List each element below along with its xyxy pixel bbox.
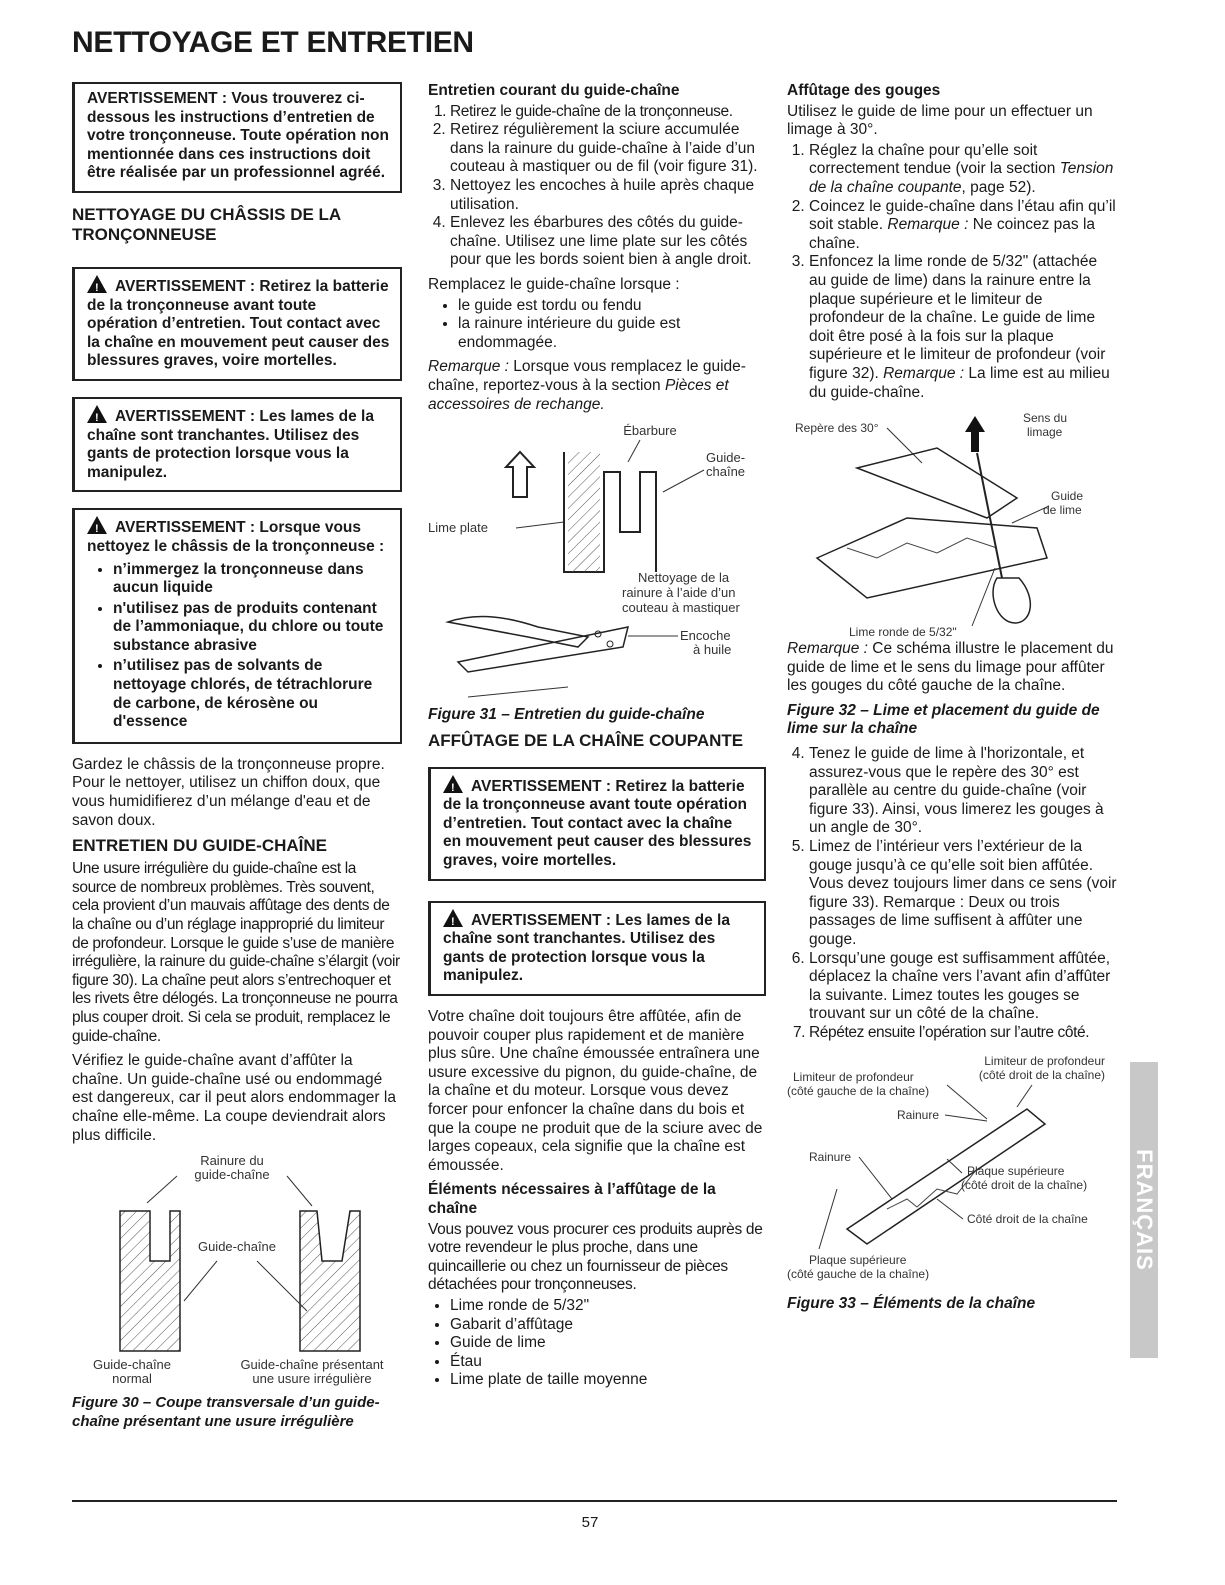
chain-shape (817, 518, 1047, 598)
subsection-heading: Éléments nécessaires à l’affûtage de la chaîne (428, 1181, 716, 1217)
footer-divider (72, 1500, 1117, 1502)
list-item: 5. Limez de l’intérieur vers l’extérieur de la gouge jusqu’à ce qu’elle soit bien affûtée. Vous devez toujours limer dans ce sens (voir figure 33). Remarque : Deux ou trois passages de lime suffisent à affûter une gouge. (809, 838, 1117, 950)
list-item: • Guide de lime (450, 1334, 766, 1353)
fig30-label-rainure: Rainure du (200, 1153, 264, 1169)
figure-caption: Figure 30 – Coupe transversale d’un guide-chaîne présentant une usure irrégulière (72, 1394, 380, 1430)
fig32-label-lime: Lime ronde de 5/32" (849, 625, 957, 640)
list-item: • le guide est tordu ou fendu (458, 297, 766, 316)
warning-box (72, 508, 402, 744)
fig31-label-guide: Guide- (706, 450, 746, 466)
section-heading: AFFÛTAGE DE LA CHAÎNE COUPANTE (428, 730, 744, 750)
fig30-label-rainure: guide-chaîne (194, 1167, 270, 1183)
list-item: 7. Répétez ensuite l’opération sur l’autre côté. (809, 1024, 1117, 1043)
remarque-label: Remarque : (787, 640, 868, 658)
step-text: Ne coincez pas la chaîne. (809, 216, 1096, 252)
fig32-label-repere: Repère des 30° (795, 421, 879, 436)
steps-list (787, 745, 1117, 1043)
steps-list (428, 103, 766, 270)
column-2 (428, 82, 766, 1396)
fig31-label-guide: chaîne (706, 464, 746, 480)
step-text: Réglez la chaîne pour qu’elle soit correctement tendue (voir la section (809, 141, 1060, 178)
replace-list (428, 297, 766, 353)
warning-box (72, 82, 402, 193)
warning-triangle-icon (443, 909, 463, 927)
step-text: , page 52). (961, 178, 1036, 196)
list-item: • Lime plate de taille moyenne (450, 1371, 766, 1390)
fig33-label-plaque-droit: Plaque supérieure (967, 1163, 1065, 1178)
list-item: 6. Lorsqu’une gouge est suffisamment affûtée, déplacez la chaîne vers l’avant afin d’affûter la suivante. Limez toutes les gouges se trouvant sur un côté de la chaîne. (809, 950, 1117, 1024)
warning-text: AVERTISSEMENT : Retirez la batterie de la tronçonneuse avant toute opération d’entretien. Tout contact avec la chaîne en mouvement peut causer des blessures graves, voire mortelles. (87, 277, 390, 370)
warning-box (428, 767, 766, 881)
figure-caption: Figure 33 – Éléments de la chaîne (787, 1294, 1036, 1312)
file-handle-shape (993, 578, 1030, 623)
list-item: • Gabarit d’affûtage (450, 1316, 766, 1335)
list-item: 3. Nettoyez les encoches à huile après chaque utilisation. (450, 177, 766, 214)
paragraph (787, 640, 1117, 696)
warning-triangle-icon (87, 516, 107, 534)
worn-guide-shape (300, 1211, 360, 1351)
fig32-label-guide: de lime (1043, 503, 1082, 518)
paragraph: Utilisez le guide de lime pour un effectuer un limage à 30°. (787, 102, 1093, 139)
fig32-label-sens: Sens du (1023, 411, 1068, 426)
fig32-label-sens: limage (1027, 425, 1063, 440)
list-item (809, 142, 1117, 198)
warning-box (428, 901, 766, 996)
page-title: NETTOYAGE ET ENTRETIEN (72, 26, 474, 59)
fig33-label-limiteur-droit: (côté droit de la chaîne) (978, 1067, 1105, 1082)
warning-box (72, 267, 402, 381)
paragraph: Vous pouvez vous procurer ces produits auprès de votre revendeur le plus proche, dans une quincaillerie ou chez un fournisseur de pièces détachées pour tronçonneuses. (428, 1220, 763, 1294)
fig31-label-encoche: à huile (693, 642, 732, 658)
fig30-label-guide: Guide-chaîne (197, 1239, 277, 1255)
remarque-label: Remarque : (428, 358, 509, 376)
warning-list (87, 561, 390, 732)
column-1 (72, 82, 402, 1437)
figure-caption: Figure 31 – Entretien du guide-chaîne (428, 706, 705, 724)
paragraph (428, 358, 766, 414)
figure-31-diagram (428, 422, 766, 702)
list-item: 1. Retirez le guide-chaîne de la tronçonneuse. (450, 103, 766, 122)
figure-32-diagram (787, 408, 1117, 640)
fig31-label-encoche: Encoche (680, 628, 731, 644)
remarque-text: Lorsque vous remplacez le guide-chaîne, reportez-vous à la section (428, 358, 746, 394)
language-label: FRANÇAIS (1132, 1149, 1157, 1271)
section-heading: ENTRETIEN DU GUIDE-CHAÎNE (72, 836, 328, 856)
list-item: • Lime ronde de 5/32" (450, 1297, 766, 1316)
fig30-label-irregular: Guide-chaîne présentant (240, 1357, 384, 1373)
fig33-label-rainure: Rainure (897, 1107, 940, 1122)
fig33-label-limiteur-droit: Limiteur de profondeur (984, 1053, 1105, 1068)
paragraph: Une usure irrégulière du guide-chaîne est la source de nombreux problèmes. Très souvent, cela provient d’un mauvais affûtage des dents de la chaîne ou d’un réglage inapproprié du limiteur de profondeur. Lorsque le guide s’use de manière irrégulière, la rainure du guide-chaîne s’élargit (voir figure 30). La chaîne peut alors s’entrechoquer et les rivets être délogés. La tronçonneuse ne pourra plus couper droit. Si cela se produit, remplacez le guide-chaîne. (72, 860, 400, 1045)
fig33-label-rainure: Rainure (809, 1149, 852, 1164)
list-item: 2. Retirez régulièrement la sciure accumulée dans la rainure du guide-chaîne à l’aide d’un couteau à mastiquer ou de fil (voir figure 31). (450, 121, 766, 177)
fig31-label-lime: Lime plate (428, 520, 488, 536)
fig30-label-irregular: une usure irrégulière (252, 1371, 372, 1387)
paragraph: Vérifiez le guide-chaîne avant d’affûter la chaîne. Un guide-chaîne usé ou endommagé est dangereux, car il peut alors endommager la chaîne elle-même. La coupe deviendrait alors plus difficile. (72, 1052, 396, 1144)
section-reference: Tension de la chaîne coupante (809, 160, 1114, 196)
warning-title: AVERTISSEMENT : Lorsque vous nettoyez le châssis de la tronçonneuse : (87, 519, 385, 555)
section-reference: Pièces et accessoires de rechange. (428, 376, 729, 413)
figure-caption: Figure 32 – Lime et placement du guide de lime sur la chaîne (787, 701, 1100, 738)
section-heading: NETTOYAGE DU CHÂSSIS DE LA TRONÇONNEUSE (72, 204, 341, 244)
warning-text: AVERTISSEMENT : Les lames de la chaîne sont tranchantes. Utilisez des gants de protection lorsque vous la manipulez. (87, 407, 374, 481)
figure-30-diagram (72, 1151, 402, 1386)
fig33-label-cote-droit: Côté droit de la chaîne (967, 1211, 1088, 1226)
list-item: 4. Tenez le guide de lime à l'horizontale, et assurez-vous que le repère des 30° est parallèle au centre du guide-chaîne (voir figure 33). Ainsi, vous limerez les gouges à un angle de 30°. (809, 745, 1117, 838)
fig31-label-nettoyage: rainure à l’aide d’un (622, 585, 736, 601)
paragraph: Remplacez le guide-chaîne lorsque : (428, 275, 680, 293)
step-text: La lime est au milieu du guide-chaîne. (809, 364, 1110, 401)
tools-list (428, 1297, 766, 1390)
paragraph: Votre chaîne doit toujours être affûtée, afin de pouvoir couper plus rapidement et de manière plus sûre. Une chaîne émoussée entraînera une usure excessive du pignon, du guide-chaîne, de la chaîne et du moteur. Lorsque vous devez forcer pour enfoncer la chaîne dans du bois et que la coupe ne produit que de la sciure avec de larges copeaux, cela signifie que la chaîne est émoussée. (428, 1008, 763, 1174)
step-text: Coincez le guide-chaîne dans l’étau afin qu’il soit stable. (809, 197, 1116, 234)
list-item: • n'utilisez pas de produits contenant de l’ammoniaque, du chlore ou toute substance abrasive (113, 600, 390, 656)
fig33-label-plaque-droit: (côté droit de la chaîne) (961, 1177, 1088, 1192)
remarque-label: Remarque : (887, 216, 969, 234)
warning-triangle-icon (87, 275, 107, 293)
warning-text: AVERTISSEMENT : Les lames de la chaîne sont tranchantes. Utilisez des gants de protection lorsque vous la manipulez. (443, 911, 730, 985)
file-guide-shape (857, 448, 1017, 518)
subsection-heading: Affûtage des gouges (787, 82, 941, 99)
fig30-label-normal: Guide-chaîne (92, 1357, 172, 1373)
list-item: • Étau (450, 1353, 766, 1372)
fig33-label-plaque-gauche: (côté gauche de la chaîne) (787, 1266, 930, 1281)
warning-triangle-icon (87, 405, 107, 423)
warning-text: AVERTISSEMENT : Vous trouverez ci-dessous les instructions d’entretien de votre tronçonneuse. Toute opération non mentionnée dans ces instructions doit être réalisée par un professionnel agréé. (87, 90, 389, 182)
fig33-label-plaque-gauche: Plaque supérieure (809, 1252, 907, 1267)
language-side-tab (1130, 1062, 1158, 1358)
list-item: • la rainure intérieure du guide est endommagée. (458, 315, 766, 352)
putty-knife-shape (448, 617, 588, 647)
subsection-heading: Entretien courant du guide-chaîne (428, 82, 680, 99)
figure-33-diagram (787, 1049, 1117, 1289)
step-text: Enfoncez la lime ronde de 5/32" (attachée au guide de lime) dans la rainure entre la plaque supérieure et le limiteur de profondeur de la chaîne. Le guide de lime doit être posé à la fois sur la plaque supérieure et le limiteur de profondeur (voir figure 32). (809, 253, 1106, 382)
fig33-label-limiteur-gauche: (côté gauche de la chaîne) (787, 1083, 930, 1098)
remarque-text: Ce schéma illustre le placement du guide de lime et le sens du limage pour affûter les gouges du côté gauche de la chaîne. (787, 640, 1114, 695)
fig30-label-normal: normal (112, 1371, 152, 1387)
column-3 (787, 82, 1117, 1319)
list-item (809, 198, 1117, 254)
paragraph: Gardez le châssis de la tronçonneuse propre. Pour le nettoyer, utilisez un chiffon doux, que vous humidifierez d’un mélange d'eau et de savon doux. (72, 755, 385, 829)
normal-guide-shape (120, 1211, 180, 1351)
direction-arrow-icon (506, 452, 534, 497)
fig31-label-ebarbure: Ébarbure (623, 423, 677, 439)
steps-list (787, 142, 1117, 402)
fig33-label-limiteur-gauche: Limiteur de profondeur (793, 1069, 914, 1084)
list-item (809, 253, 1117, 402)
page-number: 57 (581, 1514, 599, 1531)
fig31-label-nettoyage: couteau à mastiquer (622, 600, 740, 616)
direction-arrow-icon (965, 416, 985, 452)
list-item: • n’utilisez pas de solvants de nettoyage chlorés, de tétrachlorure de carbone, de kérosène ou d'essence (113, 657, 390, 731)
warning-triangle-icon (443, 775, 463, 793)
fig31-label-nettoyage: Nettoyage de la (638, 570, 730, 586)
list-item: • n’immergez la tronçonneuse dans aucun liquide (113, 561, 390, 598)
warning-box (72, 397, 402, 492)
guide-bar-shape (458, 627, 628, 672)
list-item: 4. Enlevez les ébarbures des côtés du guide-chaîne. Utilisez une lime plate sur les côtés pour que les bords soient bien à angle droit. (450, 214, 766, 270)
remarque-label: Remarque : (883, 364, 965, 382)
warning-text: AVERTISSEMENT : Retirez la batterie de la tronçonneuse avant toute opération d’entretien. Tout contact avec la chaîne en mouvement peut causer des blessures graves, voire mortelles. (443, 777, 752, 870)
fig32-label-guide: Guide (1051, 489, 1084, 504)
